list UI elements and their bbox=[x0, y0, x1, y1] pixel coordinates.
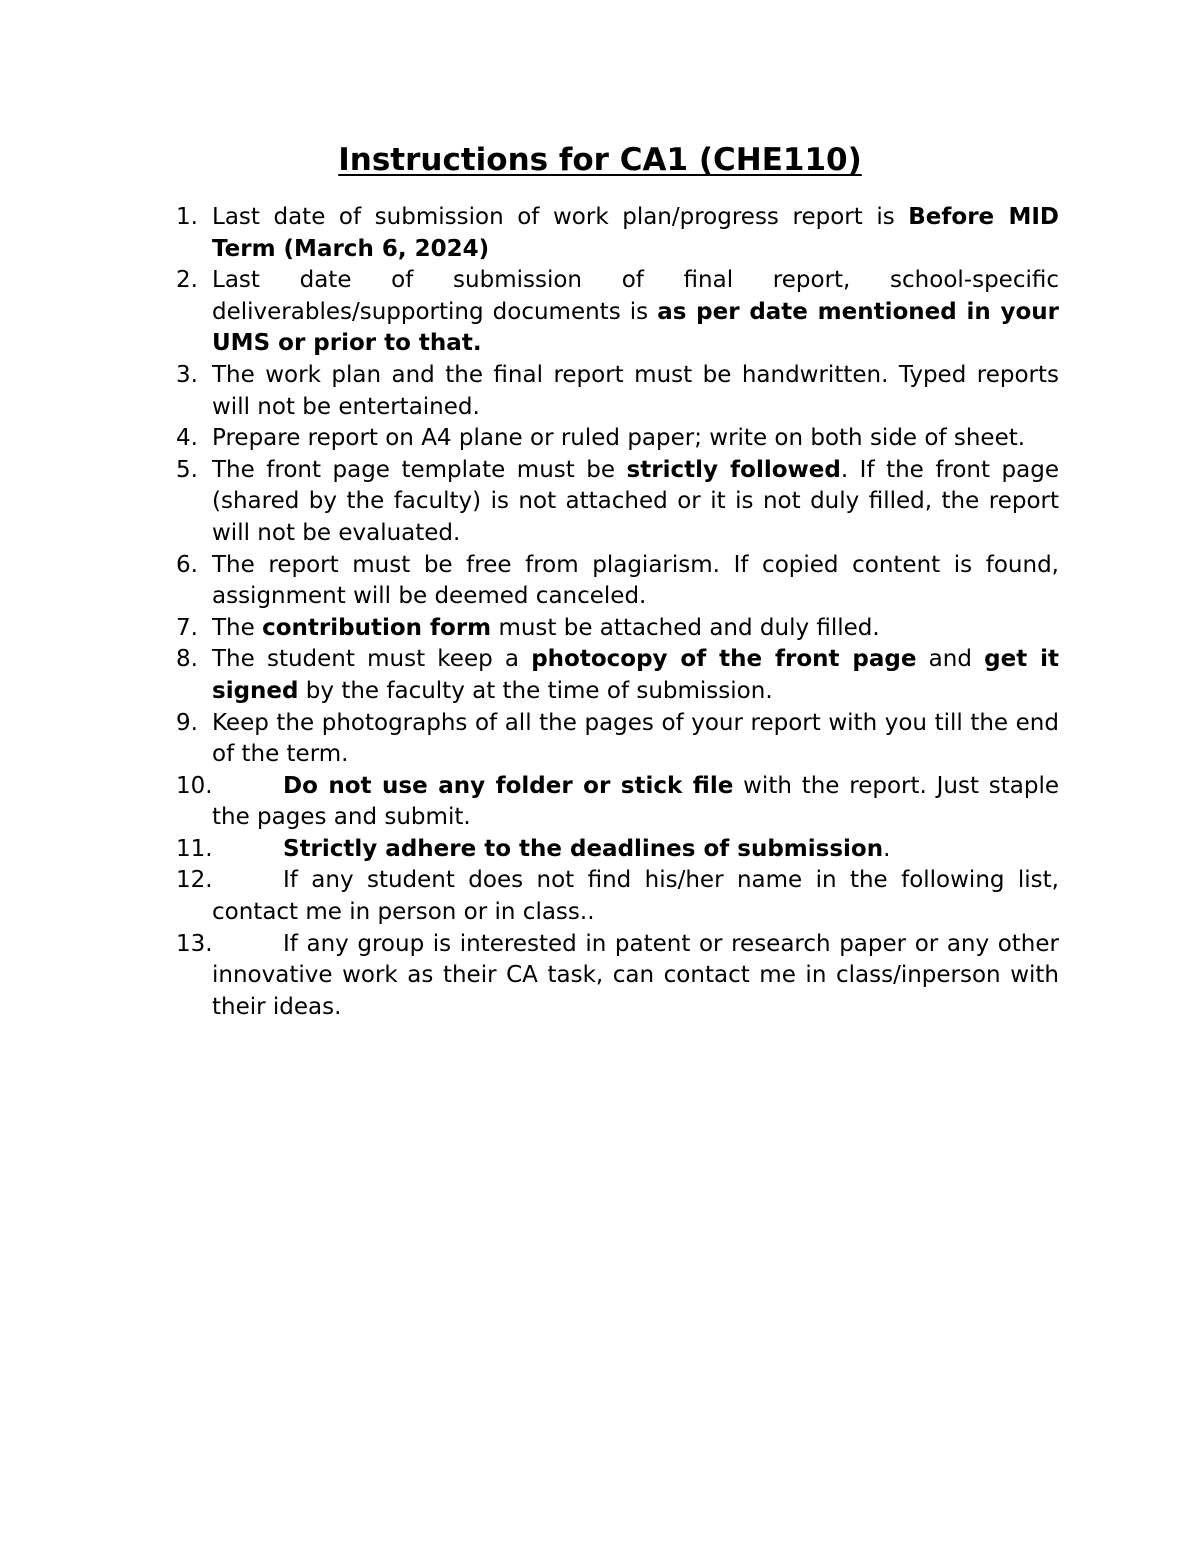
list-item bbox=[148, 834, 1059, 866]
list-item-number: 12. bbox=[176, 867, 213, 894]
bold-text-segment: as per date mentioned in your UMS or prior to that. bbox=[212, 298, 1060, 357]
instruction-list bbox=[148, 202, 1059, 1023]
text-segment: The student must keep a bbox=[212, 646, 532, 673]
bold-text-segment: Strictly adhere to the deadlines of submission bbox=[283, 835, 884, 862]
list-item bbox=[148, 455, 1059, 550]
text-segment: Prepare report on A4 plane or ruled paper; write on both side of sheet. bbox=[212, 425, 1026, 452]
list-item-text bbox=[212, 867, 1059, 925]
list-item bbox=[148, 550, 1059, 613]
list-item bbox=[148, 265, 1059, 360]
list-item bbox=[148, 423, 1059, 455]
text-segment: and bbox=[916, 646, 985, 673]
text-segment: The report must be free from plagiarism. If copied content is found, assignment will be deemed canceled. bbox=[212, 551, 1059, 610]
text-segment: The bbox=[212, 614, 263, 641]
list-item-text bbox=[212, 457, 1059, 546]
bold-text-segment: Do not use any folder or stick file bbox=[283, 772, 734, 799]
list-item-number: 8. bbox=[176, 646, 198, 673]
text-segment: must be attached and duly filled. bbox=[491, 614, 880, 641]
bold-text-segment: Before MID Term (March 6, 2024) bbox=[212, 204, 1059, 262]
list-item bbox=[148, 613, 1059, 645]
list-item bbox=[148, 771, 1059, 834]
list-item bbox=[148, 360, 1059, 423]
list-item-text bbox=[212, 425, 1025, 451]
list-item-text bbox=[212, 773, 1059, 831]
list-item-number: 1. bbox=[176, 204, 198, 230]
list-item bbox=[148, 644, 1059, 707]
text-segment: Keep the photographs of all the pages of your report with you till the end of the term. bbox=[212, 709, 1059, 768]
list-item-text bbox=[212, 362, 1059, 420]
list-item-text bbox=[212, 615, 880, 641]
list-item bbox=[148, 865, 1059, 928]
list-item-number: 3. bbox=[176, 361, 198, 388]
list-item-number: 7. bbox=[176, 614, 198, 641]
list-item-number: 9. bbox=[176, 709, 198, 736]
list-item-number: 6. bbox=[176, 551, 198, 578]
list-item-number: 13. bbox=[176, 930, 213, 957]
list-item-number: 11. bbox=[176, 835, 213, 862]
list-item-number: 2. bbox=[176, 267, 198, 294]
list-item-number: 10. bbox=[176, 772, 213, 799]
text-segment: If any group is interested in patent or research paper or any other innovative work as their CA task, can contact me in class/inperson with their ideas. bbox=[212, 930, 1059, 1020]
list-item-text bbox=[212, 710, 1059, 768]
list-item-number: 4. bbox=[176, 425, 198, 452]
list-item-text bbox=[212, 267, 1059, 356]
text-segment: . If the front page (shared by the faculty) is not attached or it is not duly filled, the report will not be evaluated. bbox=[212, 456, 1059, 546]
list-item-text bbox=[212, 931, 1059, 1020]
text-segment: by the faculty at the time of submission. bbox=[298, 677, 773, 704]
text-segment: Last date of submission of work plan/progress report is bbox=[212, 204, 909, 230]
text-segment: The work plan and the final report must be handwritten. Typed reports will not be entertained. bbox=[212, 361, 1059, 420]
list-item-number: 5. bbox=[176, 456, 198, 483]
list-item-text bbox=[212, 836, 890, 862]
text-segment: The front page template must be bbox=[212, 456, 627, 483]
document-title: Instructions for CA1 (CHE110) bbox=[338, 142, 862, 178]
list-item bbox=[148, 929, 1059, 1024]
text-segment: . bbox=[883, 835, 891, 862]
text-segment: Last date of submission of final report, school-specific deliverables/supporting documents is bbox=[212, 267, 1059, 325]
list-item-text bbox=[212, 204, 1059, 262]
list-item bbox=[148, 202, 1059, 265]
bold-text-segment: contribution form bbox=[262, 614, 492, 641]
text-segment: with the report. Just staple the pages and submit. bbox=[212, 772, 1059, 831]
bold-text-segment: get it signed bbox=[212, 646, 1059, 704]
bold-text-segment: photocopy of the front page bbox=[531, 646, 917, 673]
bold-text-segment: strictly followed bbox=[626, 456, 841, 483]
list-item-text bbox=[212, 552, 1059, 610]
list-item-text bbox=[212, 646, 1059, 704]
list-item bbox=[148, 708, 1059, 771]
text-segment: If any student does not find his/her name in the following list, contact me in person or in class.. bbox=[212, 867, 1059, 926]
